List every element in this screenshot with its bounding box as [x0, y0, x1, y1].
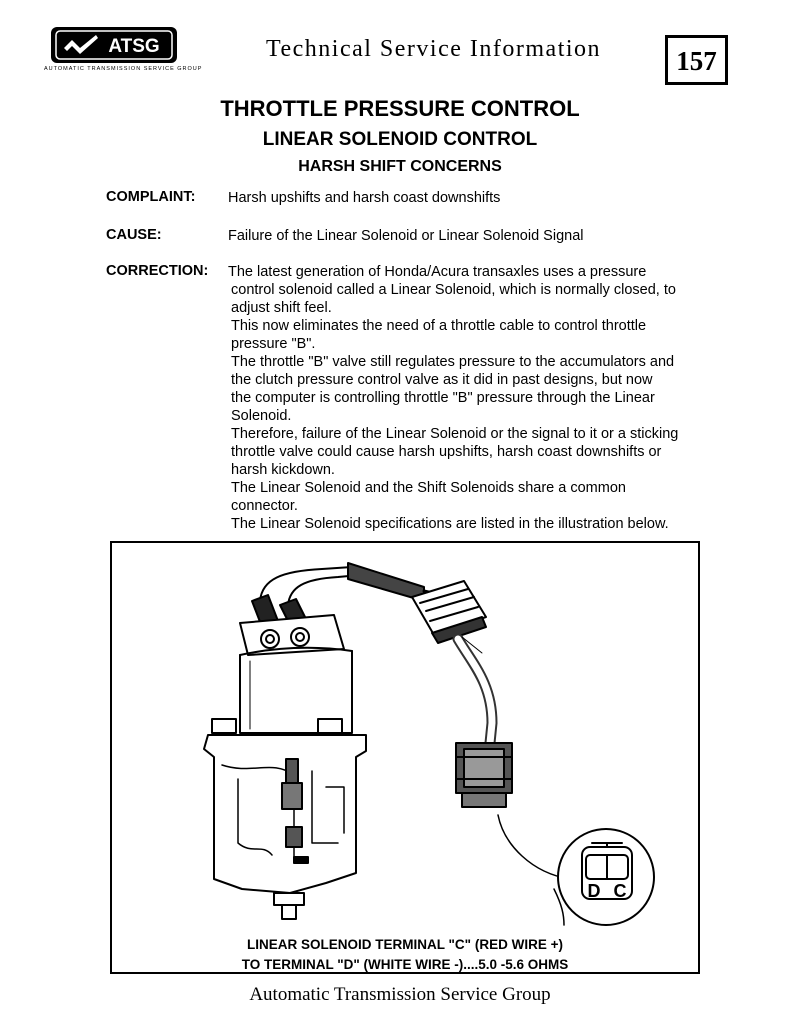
correction-line: The latest generation of Honda/Acura transaxles uses a pressure	[228, 264, 647, 280]
complaint-label: COMPLAINT:	[106, 189, 196, 205]
correction-line: The Linear Solenoid and the Shift Solenoids share a common	[231, 480, 626, 496]
correction-line: connector.	[231, 498, 298, 514]
correction-text	[228, 263, 679, 533]
correction-line: This now eliminates the need of a throttle cable to control throttle	[231, 318, 647, 334]
title-line-3: HARSH SHIFT CONCERNS	[298, 158, 502, 175]
correction-line: The Linear Solenoid specifications are listed in the illustration below.	[231, 516, 669, 532]
footer-text: Automatic Transmission Service Group	[249, 984, 551, 1005]
illustration-frame	[110, 541, 700, 974]
correction-line: the computer is controlling throttle "B" pressure through the Linear	[231, 390, 655, 406]
complaint-text: Harsh upshifts and harsh coast downshifts	[228, 190, 501, 206]
correction-line: Therefore, failure of the Linear Solenoid or the signal to it or a sticking	[231, 426, 679, 442]
terminal-c-label: C	[613, 881, 627, 901]
atsg-logo-graphic	[50, 26, 178, 64]
cause-text: Failure of the Linear Solenoid or Linear Solenoid Signal	[228, 228, 584, 244]
page-number: 157	[676, 46, 717, 76]
terminal-d-label: D	[587, 881, 601, 901]
correction-line: the clutch pressure control valve as it did in past designs, but now	[231, 372, 653, 388]
correction-line: The throttle "B" valve still regulates pressure to the accumulators and	[231, 354, 675, 370]
linear-solenoid-illustration	[112, 543, 698, 972]
logo-tagline: AUTOMATIC TRANSMISSION SERVICE GROUP	[44, 66, 203, 72]
figure-caption-line-2: TO TERMINAL "D" (WHITE WIRE -)....5.0 -5.6 OHMS	[241, 957, 569, 972]
atsg-logo	[50, 26, 178, 64]
correction-line: throttle valve could cause harsh upshifts, harsh coast downshifts or	[231, 444, 662, 460]
correction-line: harsh kickdown.	[231, 462, 335, 478]
page-number-box	[665, 35, 728, 85]
correction-line: control solenoid called a Linear Solenoid, which is normally closed, to	[231, 282, 676, 298]
title-line-1: THROTTLE PRESSURE CONTROL	[220, 96, 580, 121]
correction-line: Solenoid.	[231, 408, 292, 424]
header-title: Technical Service Information	[266, 36, 602, 62]
correction-line: pressure "B".	[231, 336, 316, 352]
correction-label: CORRECTION:	[106, 263, 209, 279]
correction-line: adjust shift feel.	[231, 300, 332, 316]
figure-caption-line-1: LINEAR SOLENOID TERMINAL "C" (RED WIRE +)	[247, 937, 563, 952]
title-line-2: LINEAR SOLENOID CONTROL	[262, 129, 538, 150]
svg-text:ATSG: ATSG	[108, 36, 160, 57]
cause-label: CAUSE:	[106, 227, 162, 243]
